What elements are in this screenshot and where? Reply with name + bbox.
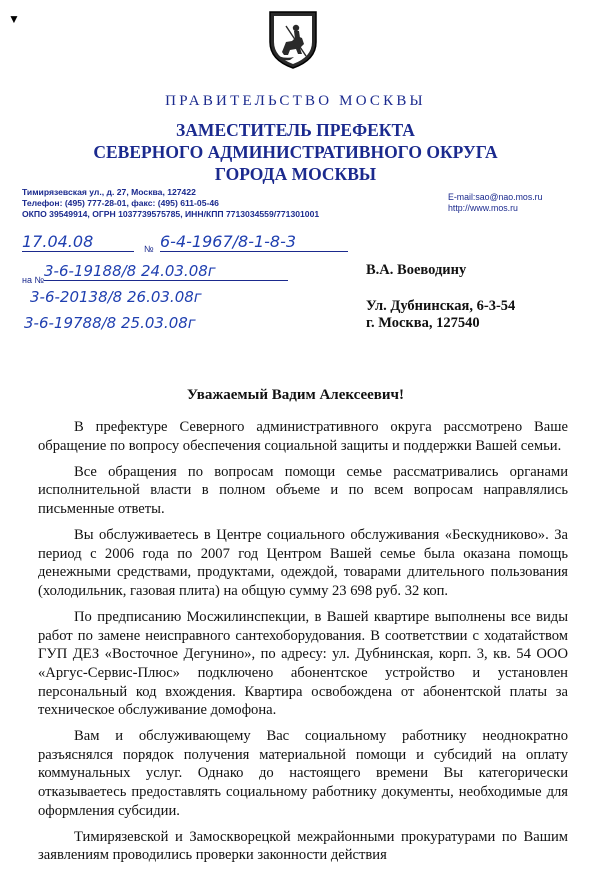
heading-line-1: ЗАМЕСТИТЕЛЬ ПРЕФЕКТА	[176, 120, 415, 140]
contacts-online	[448, 192, 543, 214]
outgoing-date: 17.04.08	[22, 232, 134, 252]
moscow-coat-of-arms-icon	[266, 8, 320, 70]
paragraph: В префектуре Северного административного округа рассмотрено Ваше обращение по вопросу обеспечения социальной защиты и поддержки Вашей семьи.	[38, 419, 568, 454]
contacts-block	[22, 187, 319, 220]
government-title: ПРАВИТЕЛЬСТВО МОСКВЫ	[165, 93, 426, 109]
paragraph: По предписанию Мосжилинспекции, в Вашей квартире выполнены все виды работ по замене неисправного сантехоборудования. В соответствии с ходатайством ГУП ДЕЗ «Восточное Дегунино», по адресу: ул. Дубнинская, корп. 3, кв. 54 ООО «Аргус-Сервис-Плюс» подключено абонентское устройство и установлен персональный код вхождения. Квартира освобождена от абонентской платы за техническое обслуживание домофона.	[38, 609, 568, 719]
letter-body	[38, 418, 568, 873]
reply-to-ref-2: 3-6-20138/8 26.03.08г	[30, 288, 202, 306]
paragraph: Все обращения по вопросам помощи семье рассматривались органами исполнительной власти в полном объеме и по всем вопросам направлялись письменные ответы.	[38, 463, 568, 517]
paragraph: Тимирязевской и Замоскворецкой межрайонными прокуратурами по Вашим заявлениям проводились проверки законности действия	[38, 828, 568, 864]
addressee-name: В.А. Воеводину	[366, 262, 467, 278]
heading-line-3: ГОРОДА МОСКВЫ	[214, 164, 377, 184]
reply-to-label: на №	[22, 275, 45, 285]
contact-email[interactable]: E-mail:sao@nao.mos.ru	[448, 192, 543, 202]
reply-to-ref-1: 3-6-19188/8 24.03.08г	[44, 262, 288, 281]
reply-to-ref-3: 3-6-19788/8 25.03.08г	[24, 314, 196, 332]
paragraph: Вы обслуживаетесь в Центре социального обслуживания «Бескудниково». За период с 2006 года по 2007 год Центром Вашей семье была оказана помощь денежными средствами, продуктами, одеждой, товарами длительного пользования (холодильник, газовая плита) на общую сумму 23 698 руб. 32 коп.	[38, 527, 568, 599]
corner-mark: ▼	[8, 12, 20, 26]
outgoing-number: 6-4-1967/8-1-8-3	[160, 232, 348, 252]
salutation: Уважаемый Вадим Алексеевич!	[187, 387, 404, 403]
heading-line-2: СЕВЕРНОГО АДМИНИСТРАТИВНОГО ОКРУГА	[93, 142, 498, 162]
contact-registration-codes: ОКПО 39549914, ОГРН 1037739575785, ИНН/КПП 7713034559/771301001	[22, 209, 320, 219]
contact-phone: Телефон: (495) 777-28-01, факс: (495) 611-05-46	[22, 198, 219, 208]
contact-address: Тимирязевская ул., д. 27, Москва, 127422	[22, 187, 196, 197]
paragraph: Вам и обслуживающему Вас социальному работнику неоднократно разъяснялся порядок получения материальной помощи и субсидий на оплату коммунальных услуг. Однако до настоящего времени Вы категорически отказываетесь предоставлять социальному работнику документы, необходимые для оформления субсидии.	[38, 728, 568, 819]
number-label: №	[144, 244, 154, 254]
addressee-city: г. Москва, 127540	[366, 315, 480, 331]
addressee-street: Ул. Дубнинская, 6-3-54	[366, 298, 516, 314]
contact-website[interactable]: http://www.mos.ru	[448, 203, 518, 213]
